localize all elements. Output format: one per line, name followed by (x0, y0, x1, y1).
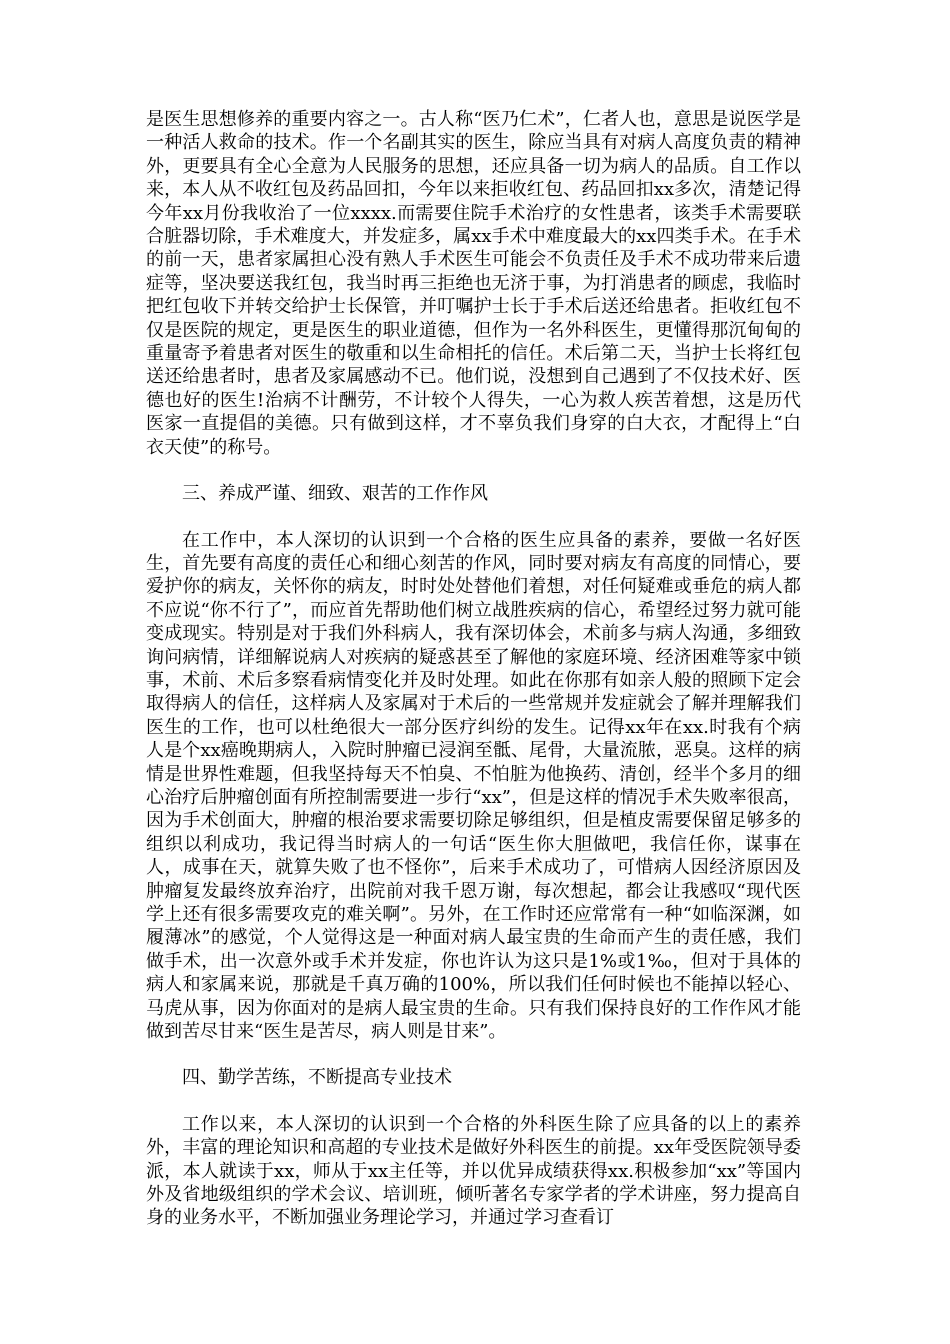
section-heading-4: 四、勤学苦练，不断提高专业技术 (182, 1067, 452, 1089)
paragraph-professional-skills: 工作以来，本人深切的认识到一个合格的外科医生除了应具备的以上的素养外，丰富的理论知识和高超的专业技术是做好外科医生的前提。xx年受医院领导委派，本人就读于xx，师从于xx主任等，并以优异成绩获得xx.积极参加“xx”等国内外及省地级组织的学术会议、培训班，倾听著名专家学者的学术讲座，努力提高自身的业务水平，不断加强业务理论学习，并通过学习查看订 (146, 1113, 801, 1229)
paragraph-gap (146, 506, 801, 529)
paragraph-gap (146, 1043, 801, 1066)
paragraph-gap (146, 1090, 801, 1113)
paragraph-gap (146, 459, 801, 482)
paragraph-medical-ethics: 是医生思想修养的重要内容之一。古人称“医乃仁术”，仁者人也，意思是说医学是一种活人救命的技术。作一个名副其实的医生，除应当具有对病人高度负责的精神外，更要具有全心全意为人民服务的思想，还应具备一切为病人的品质。自工作以来，本人从不收红包及药品回扣，今年以来拒收红包、药品回扣xx多次，清楚记得今年xx月份我收治了一位xxxx.而需要住院手术治疗的女性患者，该类手术需要联合脏器切除，手术难度大，并发症多，属xx手术中难度最大的xx四类手术。在手术的前一天，患者家属担心没有熟人手术医生可能会不负责任及手术不成功带来后遗症等，坚决要送我红包，我当时再三拒绝也无济于事，为打消患者的顾虑，我临时把红包收下并转交给护士长保管，并叮嘱护士长于手术后送还给患者。拒收红包不仅是医院的规定，更是医生的职业道德，但作为一名外科医生，更懂得那沉甸甸的重量寄予着患者对医生的敬重和以生命相托的信任。术后第二天，当护士长将红包送还给患者时，患者及家属感动不已。他们说，没想到自己遇到了不仅技术好、医德也好的医生!治病不计酬劳，不计较个人得失，一心为救人疾苦着想，这是历代医家一直提倡的美德。只有做到这样，才不辜负我们身穿的白大衣，才配得上“白衣天使”的称号。 (146, 109, 801, 458)
document-page (146, 108, 801, 1230)
paragraph-work-style: 在工作中，本人深切的认识到一个合格的医生应具备的素养，要做一名好医生，首先要有高度的责任心和细心刻苦的作风，同时要对病友有高度的同情心，要爱护你的病友，关怀你的病友，时时处处替他们着想，对任何疑难或垂危的病人都不应说“你不行了”，而应首先帮助他们树立战胜疾病的信心，希望经过努力就可能变成现实。特别是对于我们外科病人，我有深切体会，术前多与病人沟通，多细致询问病情，详细解说病人对疾病的疑惑甚至了解他的家庭环境、经济困难等家中锁事，术前、术后多察看病情变化并及时处理。如此在你那有如亲人般的照顾下定会取得病人的信任，这样病人及家属对于术后的一些常规并发症就会了解并理解我们医生的工作，也可以杜绝很大一部分医疗纠纷的发生。记得xx年在xx.时我有个病人是个xx癌晚期病人，入院时肿瘤已浸润至骶、尾骨，大量流脓，恶臭。这样的病情是世界性难题，但我坚持每天不怕臭、不怕脏为他换药、清创，经半个多月的细心治疗后肿瘤创面有所控制需要进一步行“xx”，但是这样的情况手术失败率很高，因为手术创面大，肿瘤的根治要求需要切除足够组织，但是植皮需要保留足够多的组织以利成功，我记得当时病人的一句话“医生你大胆做吧，我信任你，谋事在人，成事在天，就算失败了也不怪你”，后来手术成功了，可惜病人因经济原因及肿瘤复发最终放弃治疗，出院前对我千恩万谢，每次想起，都会让我感叹“现代医学上还有很多需要攻克的难关啊”。另外，在工作时还应常常有一种“如临深渊，如履薄冰”的感觉，个人觉得这是一种面对病人最宝贵的生命而产生的责任感，我们做手术，出一次意外或手术并发症，你也许认为这只是1%或1‰，但对于具体的病人和家属来说，那就是千真万确的100%，所以我们任何时候也不能掉以轻心、马虎从事，因为你面对的是病人最宝贵的生命。只有我们保持良好的工作作风才能做到苦尽甘来“医生是苦尽，病人则是甘来”。 (146, 529, 801, 1043)
section-heading-3: 三、养成严谨、细致、艰苦的工作作风 (182, 483, 488, 505)
